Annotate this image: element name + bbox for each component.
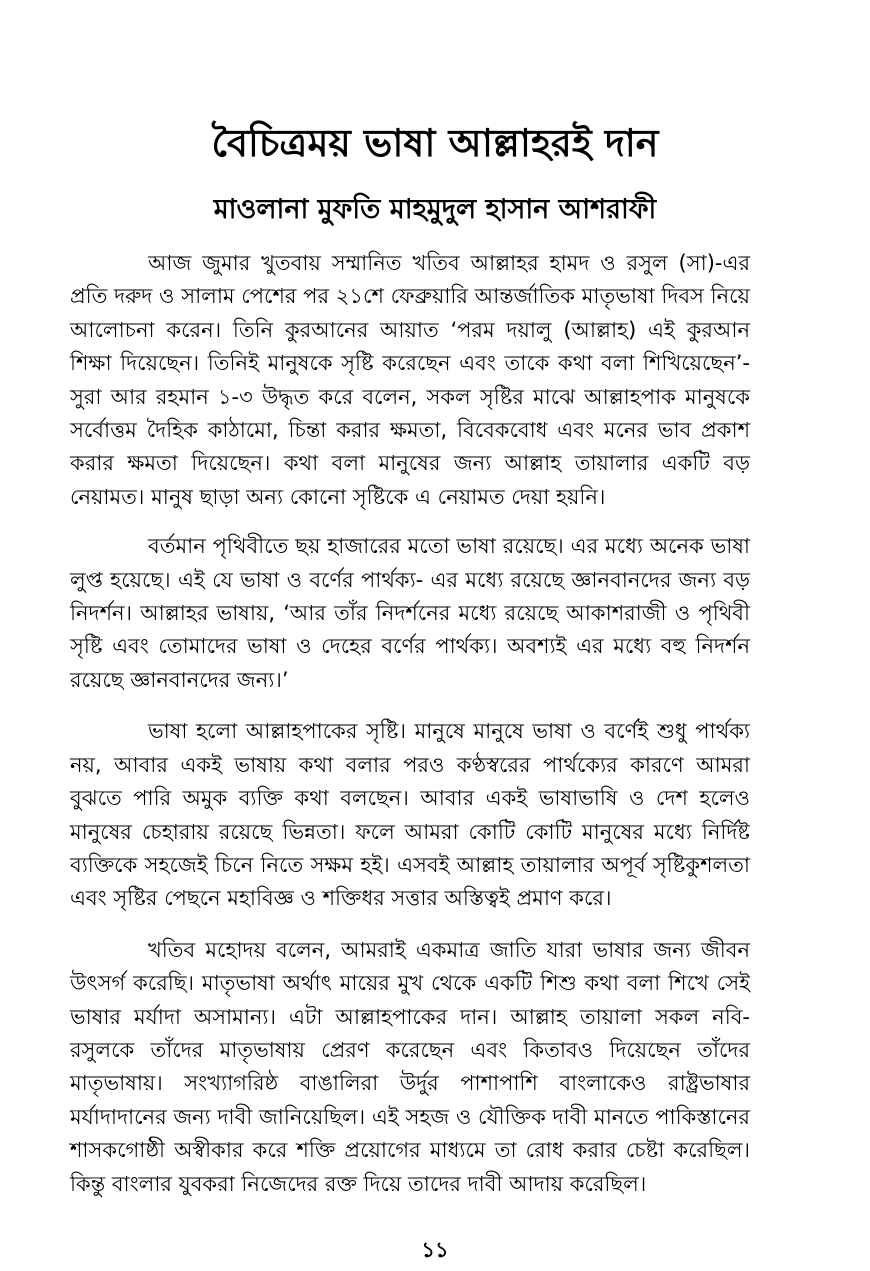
page-number: ১১ <box>421 1238 449 1262</box>
paragraph: ভাষা হলো আল্লাহপাকের সৃষ্টি। মানুষে মানুষে ভাষা ও বর্ণেই শুধু পার্থক্য নয়, আবার একই ভাষায় কথা বলার পরও কণ্ঠস্বরের পার্থক্যের কারণে আমরা বুঝতে পারি অমুক ব্যক্তি কথা বলছেন। আবার একই ভাষাভাষি ও দেশ হলেও মানুষের চেহারায় রয়েছে ভিন্নতা। ফলে আমরা কোটি কোটি মানুষের মধ্যে নির্দিষ্ট ব্যক্তিকে সহজেই চিনে নিতে সক্ষম হই। এসবই আল্লাহ তায়ালার অপূর্ব সৃষ্টিকুশলতা এবং সৃষ্টির পেছনে মহাবিজ্ঞ ও শক্তিধর সত্তার অস্তিত্বই প্রমাণ করে। <box>70 719 750 911</box>
paragraph: আজ জুমার খুতবায় সম্মানিত খতিব আল্লাহর হামদ ও রসুল (সা)-এর প্রতি দরুদ ও সালাম পেশের পর ২১শে ফেব্রুয়ারি আন্তর্জাতিক মাতৃভাষা দিবস নিয়ে আলোচনা করেন। তিনি কুরআনের আয়াত ‘পরম দয়ালু (আল্লাহ) এই কুরআন শিক্ষা দিয়েছেন। তিনিই মানুষকে সৃষ্টি করেছেন এবং তাকে কথা বলা শিখিয়েছেন’- সুরা আর রহমান ১-৩ উদ্ধৃত করে বলেন, সকল সৃষ্টির মাঝে আল্লাহপাক মানুষকে সর্বোত্তম দৈহিক কাঠামো, চিন্তা করার ক্ষমতা, বিবেকবোধ এবং মনের ভাব প্রকাশ করার ক্ষমতা দিয়েছেন। কথা বলা মানুষের জন্য আল্লাহ তায়ালার একটি বড় নেয়ামত। মানুষ ছাড়া অন্য কোনো সৃষ্টিকে এ নেয়ামত দেয়া হয়নি। <box>70 251 750 509</box>
author-name: মাওলানা মুফতি মাহমুদুল হাসান আশরাফী <box>213 194 657 226</box>
paragraph: খতিব মহোদয় বলেন, আমরাই একমাত্র জাতি যারা ভাষার জন্য জীবন উৎসর্গ করেছি। মাতৃভাষা অর্থাৎ মায়ের মুখ থেকে একটি শিশু কথা বলা শিখে সেই ভাষার মর্যাদা অসামান্য। এটা আল্লাহপাকের দান। আল্লাহ তায়ালা সকল নবি-রসুলকে তাঁদের মাতৃভাষায় প্রেরণ করেছেন এবং কিতাবও দিয়েছেন তাঁদের মাতৃভাষায়। সংখ্যাগরিষ্ঠ বাঙালিরা উর্দুর পাশাপাশি বাংলাকেও রাষ্ট্রভাষার মর্যাদাদানের জন্য দাবী জানিয়েছিল। এই সহজ ও যৌক্তিক দাবী মানতে পাকিস্তানের শাসকগোষ্ঠী অস্বীকার করে শক্তি প্রয়োগের মাধ্যমে তা রোধ করার চেষ্টা করেছিল। কিন্তু বাংলার যুবকরা নিজেদের রক্ত দিয়ে তাদের দাবী আদায় করেছিল। <box>70 937 750 1196</box>
article-body <box>70 247 750 1201</box>
paragraph: বর্তমান পৃথিবীতে ছয় হাজারের মতো ভাষা রয়েছে। এর মধ্যে অনেক ভাষা লুপ্ত হয়েছে। এই যে ভাষা ও বর্ণের পার্থক্য- এর মধ্যে রয়েছে জ্ঞানবানদের জন্য বড় নিদর্শন। আল্লাহর ভাষায়, ‘আর তাঁর নিদর্শনের মধ্যে রয়েছে আকাশরাজী ও পৃথিবী সৃষ্টি এবং তোমাদের ভাষা ও দেহের বর্ণের পার্থক্য। অবশ্যই এর মধ্যে বহু নিদর্শন রয়েছে জ্ঞানবানদের জন্য।’ <box>70 534 750 692</box>
article-title: বৈচিত্রময় ভাষা আল্লাহরই দান <box>211 121 659 166</box>
